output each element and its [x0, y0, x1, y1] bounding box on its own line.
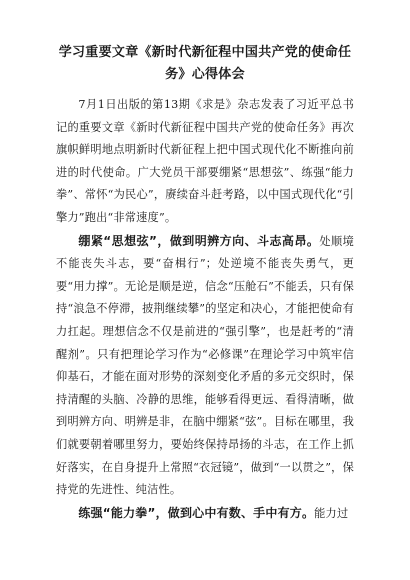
- paragraph-text: 7月1日出版的第13期《求是》杂志发表了习近平总书记的重要文章《新时代新征程中国共产党的使命任务》再次旗帜鲜明地点明新时代新征程上把中国式现代化不断推向前进的时代使命。广大党员干部要绷紧“思想弦”、练强“能力拳”、常怀“为民心”，赓续奋斗赶考路，以中国式现代化“引擎力”跑出“非常速度”。: [56, 98, 354, 224]
- paragraph-text: 处顺境不能丧失斗志，要“奋楫行”；处逆境不能丧失勇气，更要“用力撑”。无论是顺是逆，信念“压舱石”不能丢，只有保持“浪急不停滞，披荆继续攀”的坚定和决心，才能把使命有力扛起。理想信念不仅是前进的“强引擎”，也是赶考的“清醒剂”。只有把理论学习作为“必修课”在理论学习中筑牢信仰基石，才能在面对形势的深刻变化矛盾的多元交织时，保持清醒的头脑、冷静的思维，能够看得更远、看得清晰，做到明辨方向、明辨是非，在脑中绷紧“弦”。目标在哪里，我们就要朝着哪里努力，要始终保持昂扬的斗志，在工作上抓好落实，在自身提升上常照“衣冠镜”，做到“一以贯之”，保持党的先进性、纯洁性。: [56, 234, 354, 497]
- paragraph-heading: 绷紧“思想弦”，做到明辨方向、斗志高昂。: [78, 233, 320, 248]
- paragraph-intro: [56, 94, 354, 230]
- document-title: 学习重要文章《新时代新征程中国共产党的使命任务》心得体会: [58, 45, 352, 82]
- paragraph-thought: [56, 230, 354, 502]
- paragraph-ability: [56, 502, 354, 526]
- paragraph-heading: 练强“能力拳”，做到心中有数、手中有方。: [78, 505, 315, 520]
- paragraph-text: 能力过: [314, 506, 349, 520]
